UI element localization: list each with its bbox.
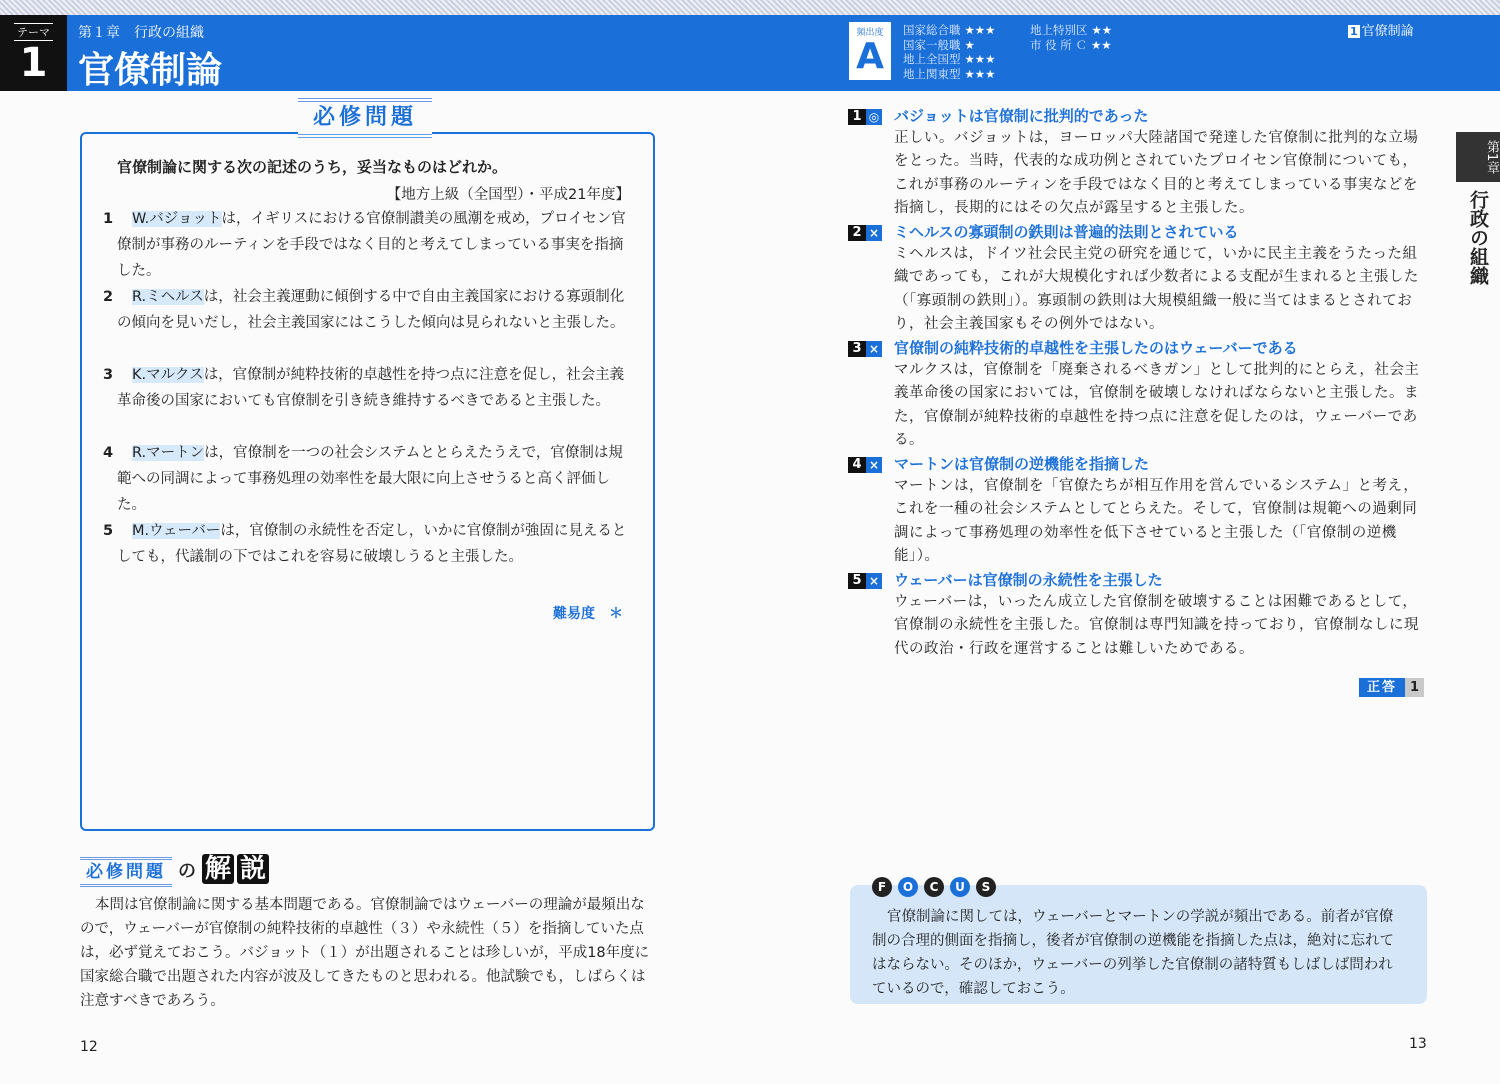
focus-text: 官僚制論に関しては，ウェーバーとマートンの学説が頻出である。前者が官僚制の合理的側面を指摘し，後者が官僚制の逆機能を指摘した点は，絶対に忘れてはならない。そのほか，ウェーバーの列挙した官僚制の諸特質もしばしば問われているので，確認しておこう。 [872,909,1394,997]
option-5: 5 M.ウェーバーは，官僚制の永続性を否定し，いかに官僚制が強固に見えるとしても，代議制の下ではこれを容易に破壊しうると主張した。 [103,523,627,565]
focus-box [850,885,1427,1004]
option-3: 3 K.マルクスは，官僚制が純粋技術的卓越性を持つ点に注意を促し，社会主義革命後の国家においても官僚制を引き続き維持するべきであると主張した。 [103,367,625,409]
difficulty: 難易度 ＊ [553,606,623,622]
explanation-heading: 必修問題 の 解 説 [80,848,272,885]
side-tab-title: 行政の組織 [1467,190,1489,286]
rank-item: 地上関東型 ★★★ [903,66,996,81]
option-1: 1 W.バジョットは，イギリスにおける官僚制讃美の風潮を戒め，プロイセン官僚制が事務のルーティンを手段ではなく目的と考えてしまっている事実を指摘した。 [103,211,626,279]
top-pattern [0,0,1500,15]
running-head: 1 官僚制論 [1350,24,1414,39]
focus-letter: U [950,877,970,897]
answer-3: 3 × 官僚制の純粋技術的卓越性を主張したのはウェーバーである マルクスは，官僚制を「廃棄されるべきガン」として批判的にとらえ，社会主義革命後の国家においては，官僚制を破壊しなければならないと主張した。また，官僚制が純粋技術的卓越性を持つ点に注意を促したのは，ウェーバーである。 [848,337,1428,452]
rank-item: 市 役 所 Ｃ ★★ [1030,37,1112,52]
theme-label: テーマ [14,23,53,41]
question-source: 【地方上級（全国型）・平成21年度】 [386,187,630,203]
page-number-left: 12 [80,1039,98,1055]
question-text: 官僚制論に関する次の記述のうち，妥当なものはどれか。 [117,158,508,176]
theme-number: 1 [19,40,48,86]
correct-answer: 正答 1 [1359,676,1424,695]
focus-label [872,877,996,897]
rank-item: 国家一般職 ★ [903,37,975,52]
rank-item: 地上全国型 ★★★ [903,52,996,66]
chapter-label: 第１章 行政の組織 [78,25,204,41]
answer-2: 2 × ミヘルスの寡頭制の鉄則は普遍的法則とされている ミヘルスは，ドイツ社会民主党の研究を通じて，いかに民主主義をうたった組織であっても，これが大規模化すれば少数者による支配が生まれると主張した（「寡頭制の鉄則」）。寡頭制の鉄則は大規模組織一般に当てはまるとされており，社会主義国家もその例外ではない。 [848,221,1428,336]
frequency-grade: A [856,36,884,77]
rank-list-right [1030,23,1112,52]
focus-letter: O [898,877,918,897]
answer-4: 4 × マートンは官僚制の逆機能を指摘した マートンは，官僚制を「官僚たちが相互作用を営んでいるシステム」と考え，これを一種の社会システムとしてとらえた。そして，官僚制は規範への過剰同調によって事務処理の効率性を低下させていると主張した（「官僚制の逆機能」）。 [848,453,1428,568]
focus-letter: S [976,877,996,897]
header-bar [0,15,1500,91]
answer-5: 5 × ウェーバーは官僚制の永続性を主張した ウェーバーは，いったん成立した官僚制を破壊することは困難であるとして，官僚制の永続性を主張した。官僚制は専門知識を持っており，官僚制なしに現代の政治・行政を運営することは難しいためである。 [848,569,1428,661]
rank-list-left [903,23,995,81]
frequency-label: 頻出度 [856,28,884,38]
explanation-text: 本問は官僚制論に関する基本問題である。官僚制論ではウェーバーの理論が最頻出なので，ウェーバーが官僚制の純粋技術的卓越性（３）や永続性（５）を指摘していた点は，必ず覚えておこう。バジョット（１）が出題されることは珍しいが，平成18年度に国家総合職で出題された内容が波及してきたものと思われる。他試験でも，しばらくは注意すべきであろう。 [80,897,650,1009]
page-title: 官僚制論 [78,50,223,91]
frequency-badge [849,22,891,80]
rank-item: 地上特別区 ★★ [1030,23,1113,37]
answer-1: 1 ◎ バジョットは官僚制に批判的であった 正しい。バジョットは，ヨーロッパ大陸諸国で発達した官僚制に批判的な立場をとった。当時，代表的な成功例とされていたプロイセン官僚制についても，これが事務のルーティンを手段ではなく目的と考えてしまっている事実などを指摘し，長期的にはその欠点が露呈すると主張した。 [848,105,1428,220]
focus-letter: F [872,877,892,897]
page-number-right: 13 [1409,1036,1427,1052]
option-2: 2 R.ミヘルスは，社会主義運動に傾倒する中で自由主義国家における寡頭制化の傾向を見いだし，社会主義国家にはこうした傾向は見られないと主張した。 [103,289,625,331]
chapter-side-tab [1456,132,1500,285]
question-box-title: 必修問題 [298,98,432,138]
theme-badge [0,15,67,91]
rank-item: 国家総合職 ★★★ [903,23,996,37]
option-4: 4 R.マートンは，官僚制を一つの社会システムととらえたうえで，官僚制は規範への同調によって事務処理の効率性を最大限に向上させうると高く評価した。 [103,445,623,513]
side-tab-chapter: 第1章 [1456,132,1500,182]
focus-letter: C [924,877,944,897]
